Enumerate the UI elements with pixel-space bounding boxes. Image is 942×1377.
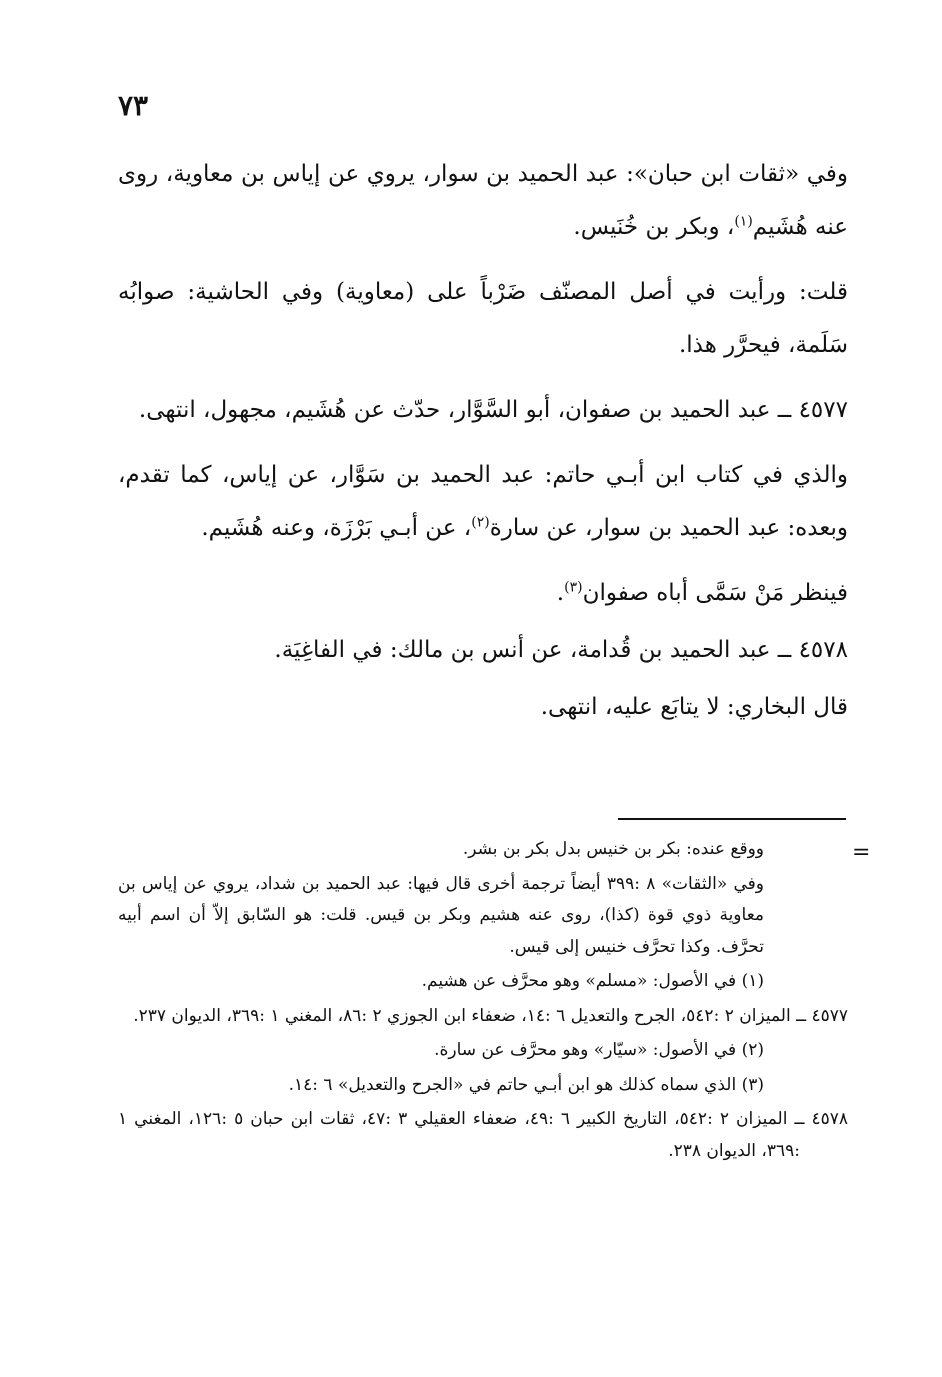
entry-4577: ٤٥٧٧ ــ عبد الحميد بن صفوان، أبو السَّوَّار، حدّث عن هُشَيم، مجهول، انتهى. [138, 397, 848, 423]
paragraph-text-end: ، وبكر بن خُنَيس. [573, 214, 735, 240]
paragraph-ibn-abi-hatim [118, 449, 848, 555]
footnote-2: (٢) في الأصول: «سيّار» وهو محرَّف عن سارة. [434, 1040, 764, 1060]
paragraph-text: والذي في كتاب ابن أبـي حاتم: عبد الحميد بن سَوَّار، عن إياس، كما تقدم، وبعده: عبد الحميد بن سوار، عن سارة [118, 462, 848, 541]
page-number: ٧٣ [118, 89, 149, 122]
entry-4578: ٤٥٧٨ ــ عبد الحميد بن قُدامة، عن أنس بن مالك: في الفاغِيَة. [274, 637, 848, 663]
footnote-1: (١) في الأصول: «مسلم» وهو محرَّف عن هشيم. [421, 971, 764, 991]
paragraph-text-end: ، عن أبـي بَرْزَة، وعنه هُشَيم. [201, 515, 472, 541]
paragraph-text: وفي «ثقات ابن حبان»: عبد الحميد بن سوار، يروي عن إياس بن معاوية، روى عنه هُشَيم [118, 161, 848, 240]
footnote-continuation: ووقع عنده: بكر بن خنيس بدل بكر بن بشر. [462, 839, 764, 859]
sources-4578: ٤٥٧٨ ــ الميزان ٢ :٥٤٢، التاريخ الكبير ٦ :٤٩، ضعفاء العقيلي ٣ :٤٧، ثقات ابن حبان ٥ :١٢٦، المغني ١ :٣٦٩، الديوان ٢٣٨. [118, 1109, 848, 1161]
footnote-divider [618, 818, 846, 820]
sources-4577: ٤٥٧٧ ــ الميزان ٢ :٥٤٢، الجرح والتعديل ٦ :١٤، ضعفاء ابن الجوزي ٢ :٨٦، المغني ١ :٣٦٩، الديوان ٢٣٧. [133, 1005, 848, 1026]
footnote-ref-3: (٣) [564, 579, 583, 596]
paragraph-text-end: . [556, 580, 565, 606]
footnote-ref-2: (٢) [471, 514, 490, 531]
footnote-ref-1: (١) [734, 213, 753, 230]
footnote-3: (٣) الذي سماه كذلك هو ابن أبـي حاتم في «الجرح والتعديل» ٦ :١٤. [288, 1074, 764, 1095]
footnote-continuation-thiqat: وفي «الثقات» ٨ :٣٩٩ أيضاً ترجمة أخرى قال فيها: عبد الحميد بن شداد، يروي عن إياس بن معاوية ذوي قوة (كذا)، روى عنه هشيم وبكر بن قيس. قلت: هو السّابق إلاّ أن اسم أبيه تحرَّف. وكذا تحرَّف خنيس إلى قيس. [118, 873, 764, 957]
paragraph-text: فينظر مَنْ سَمَّى أباه صفوان [582, 580, 848, 606]
paragraph-thiqat-ibn-hibban [118, 148, 848, 254]
paragraph-review [118, 567, 848, 620]
paragraph-bukhari: قال البخاري: لا يتابَع عليه، انتهى. [540, 694, 848, 720]
main-text [118, 148, 848, 746]
footnotes [118, 834, 848, 1170]
continuation-mark: = [852, 840, 871, 865]
paragraph-note: قلت: ورأيت في أصل المصنّف ضَرْباً على (معاوية) وفي الحاشية: صوابُه سَلَمة، فيحرَّر هذا. [118, 279, 848, 358]
